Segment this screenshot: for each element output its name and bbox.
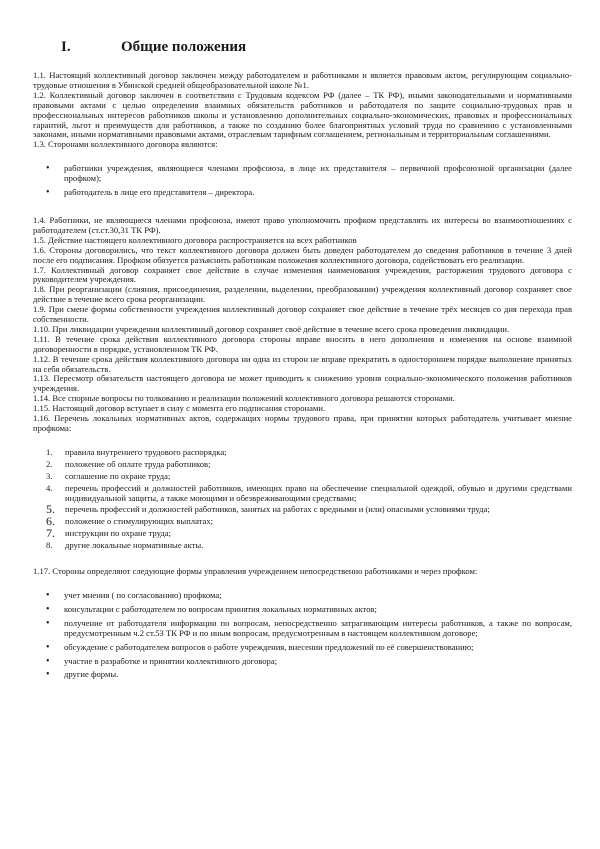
item-text: положение об оплате труда работников; bbox=[65, 458, 211, 469]
item-text: правила внутреннего трудового распорядка; bbox=[65, 446, 227, 457]
item-number: 1. bbox=[46, 446, 53, 457]
paragraph-1-10: 1.10. При ликвидации учреждения коллективный договор сохраняет своё действие в течение всего срока проведения ликвидации. bbox=[33, 323, 510, 334]
paragraph-1-11: 1.11. В течение срока действия коллективного договора стороны вправе вносить в него дополнения и изменения на основе взаимной договоренности в порядке, установленном ТК РФ. bbox=[33, 333, 572, 354]
paragraph-1-6: 1.6. Стороны договорились, что текст коллективного договора должен быть доведен работодателем до сведения работников в течение 3 дней после его подписания. Профком обязуется разъяснить работникам положения коллективного договора, содействовать его реализации. bbox=[33, 244, 572, 265]
parties-list bbox=[33, 164, 572, 198]
local-acts-list bbox=[33, 448, 572, 551]
list-item: • работодатель в лице его представителя – директора. bbox=[33, 188, 572, 198]
list-item bbox=[33, 526, 572, 541]
paragraph-1-4: 1.4. Работники, не являющиеся членами профсоюза, имеют право уполномочить профком представлять их интересы во взаимоотношениях с работодателем (ст.ст.30,31 ТК РФ). bbox=[33, 214, 572, 235]
paragraph-1-9: 1.9. При смене формы собственности учреждения коллективный договор сохраняет свое действие в течение трёх месяцев со дня перехода прав собственности. bbox=[33, 304, 572, 325]
item-text: перечень профессий и должностей работников, имеющих право на обеспечение специальной одеждой, обувью и другими средствами индивидуальной защиты, а также моющими и обезвреживающими средствами; bbox=[65, 482, 572, 503]
item-number: 5. bbox=[46, 502, 55, 517]
item-text: инструкции по охране труда; bbox=[65, 528, 171, 539]
management-forms-list bbox=[33, 591, 572, 680]
item-number: 4. bbox=[46, 482, 53, 493]
paragraph-1-7: 1.7. Коллективный договор сохраняет свое действие в случае изменения наименования учреждения, расторжения трудового договора с руководителем учреждения. bbox=[33, 264, 572, 285]
paragraph-1-5: 1.5. Действие настоящего коллективного договора распространяется на всех работников bbox=[33, 234, 357, 245]
paragraph-1-15: 1.15. Настоящий договор вступает в силу с момента его подписания сторонами. bbox=[33, 403, 326, 414]
section-title: Общие положения bbox=[121, 39, 247, 55]
list-item: • участие в разработке и принятии коллективного договора; bbox=[33, 657, 572, 667]
paragraph-1-2: 1.2. Коллективный договор заключен в соответствии с Трудовым кодексом РФ (далее – ТК РФ), иными законодательными и нормативными правовыми актами с целью определения взаимных обязательств работников и работодателя по защите социально-трудовых прав и профессиональных интересов работников школы и установлению дополнительных социально-экономических, правовых и профессиональных гарантий, льгот и преимуществ для работников, а также по созданию более благоприятных условий труда по сравнению с установленными законами, иными нормативными правовыми актами, отраслевым тарифным соглашением, региональным и территориальным соглашениями. bbox=[33, 89, 572, 140]
paragraph-1-13: 1.13. Пересмотр обязательств настоящего договора не может приводить к снижению уровня социально-экономического положения работников учреждения. bbox=[33, 373, 572, 394]
item-text: перечень профессий и должностей работников, занятых на работах с вредными и (или) опасными условиями труда; bbox=[65, 504, 490, 515]
item-number: 8. bbox=[46, 540, 53, 551]
paragraph-1-12: 1.12. В течение срока действия коллективного договора ни одна из сторон не вправе прекратить в одностороннем порядке выполнение принятых на себя обязательств. bbox=[33, 353, 572, 374]
list-item: • получение от работодателя информации по вопросам, непосредственно затрагивающим интересы работников, а также по вопросам, предусмотренным ч.2 ст.53 ТК РФ и по иным вопросам, предусмотренным в настоящем коллективном договоре; bbox=[33, 619, 572, 639]
paragraph-1-3: 1.3. Сторонами коллективного договора являются: bbox=[33, 139, 218, 150]
item-number: 7. bbox=[46, 526, 55, 541]
paragraph-1-14: 1.14. Все спорные вопросы по толкованию и реализации положений коллективного договора решаются сторонами. bbox=[33, 393, 455, 404]
list-item: • консультации с работодателем по вопросам принятия локальных нормативных актов; bbox=[33, 605, 572, 615]
paragraph-1-8: 1.8. При реорганизации (слияния, присоединения, разделении, выделении, преобразовании) учреждения коллективный договор сохраняет свое действие в течение всего срока реорганизации. bbox=[33, 284, 572, 305]
list-item bbox=[33, 502, 572, 517]
list-item bbox=[33, 514, 572, 529]
list-item: • обсуждение с работодателем вопросов о работе учреждения, внесении предложений по её совершенствованию; bbox=[33, 643, 572, 653]
paragraph-1-17: 1.17. Стороны определяют следующие формы управления учреждением непосредственно работниками и через профком: bbox=[33, 566, 478, 577]
item-text: другие локальные нормативные акты. bbox=[65, 540, 204, 551]
list-item: • другие формы. bbox=[33, 670, 572, 680]
list-item: • работники учреждения, являющиеся членами профсоюза, в лице их представителя – первичной профсоюзной организации (далее профком); bbox=[33, 164, 572, 184]
list-item bbox=[33, 448, 572, 458]
list-item: • учет мнения ( по согласованию) профкома; bbox=[33, 591, 572, 601]
paragraph-1-1: 1.1. Настоящий коллективный договор заключен между работодателем и работниками и является правовым актом, регулирующим социально-трудовые отношения в Убинской средней общеобразовательной школе №1. bbox=[33, 70, 572, 90]
item-number: 6. bbox=[46, 514, 55, 529]
item-text: положение о стимулирующих выплатах; bbox=[65, 516, 214, 527]
list-item bbox=[33, 541, 572, 551]
section-number: I. bbox=[61, 39, 71, 55]
paragraph-1-16: 1.16. Перечень локальных нормативных актов, содержащих нормы трудового права, при принятии которых работодатель учитывает мнение профкома: bbox=[33, 413, 572, 433]
section-heading bbox=[61, 38, 572, 56]
list-item bbox=[33, 460, 572, 470]
item-number: 2. bbox=[46, 458, 53, 469]
list-item bbox=[33, 472, 572, 482]
item-text: соглашение по охране труда; bbox=[65, 470, 171, 481]
item-number: 3. bbox=[46, 470, 53, 481]
list-item bbox=[33, 484, 572, 504]
